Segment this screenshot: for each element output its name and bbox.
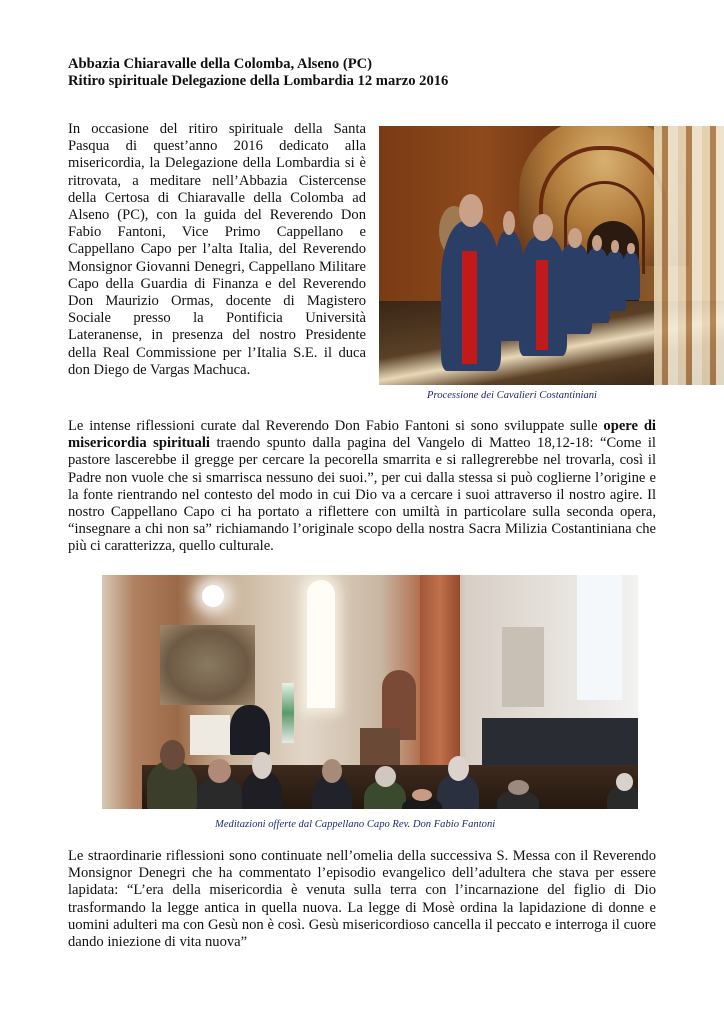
pillar-shape [420,575,460,775]
title-line-2: Ritiro spirituale Delegazione della Lombardia 12 marzo 2016 [68,73,449,89]
page-title [68,56,448,90]
window-shape [577,575,622,700]
columns-shape [654,126,724,385]
audience-figure [242,770,282,809]
paragraph-text: Le intense riflessioni curate dal Reverendo Don Fabio Fantoni si sono sviluppate sulle [68,418,604,434]
window-shape [307,580,335,708]
audience-figure [364,780,406,809]
homily-paragraph: Le straordinarie riflessioni sono continuate nell’omelia della successiva S. Messa con il Reverendo Monsignor Denegri che ha commentato l’episodio evangelico dell’adultera che stava per essere lapidata: “L’era della misericordia è venuta sulla terra con l’incarnazione del figlio di Dio trasformando la legge antica in quella nuova. La legge di Mosè ordina la lapidazione di donne e uomini adulteri ma con Gesù non è così. Gesù misericordioso cancella il peccato e interroga il cuore dando iniezione di vita nuova” [68,848,656,951]
priest-figure [230,705,270,755]
title-line-1: Abbazia Chiaravalle della Colomba, Alseno (PC) [68,56,373,72]
meditation-photo [102,575,638,809]
audience-figure [312,775,352,809]
audience-figure [497,790,539,809]
knight-figure [441,221,501,371]
photo-caption: Processione dei Cavalieri Costantiniani [427,390,597,401]
light-shape [202,585,224,607]
plaque-shape [502,627,544,707]
audience-figure [607,785,638,809]
audience-figure [197,775,242,809]
audience-figure [437,773,479,809]
procession-photo [379,126,724,385]
intro-paragraph: In occasione del ritiro spirituale della Santa Pasqua di quest’anno 2016 dedicato alla misericordia, la Delegazione della Lombardia si è ritrovata, a meditare nell’Abbazia Cistercense della Certosa di Chiaravalle della Colomba ad Alseno (PC), con la guida del Reverendo Don Fabio Fantoni, Vice Primo Cappellano e Cappellano Capo per l’alta Italia, del Reverendo Monsignor Giovanni Denegri, Cappellano Militare Capo della Guardia di Finanza e del Reverendo Don Maurizio Ormas, docente di Magistero Sociale presso la Pontificia Università Lateranense, in presenza del nostro Presidente della Real Commissione per l’Italia S.E. il duca don Diego de Vargas Machuca. [68,121,366,378]
flag-shape [282,683,294,743]
audience-figure [147,760,197,809]
knight-figure [622,252,640,300]
paragraph-text: traendo spunto dalla pagina del Vangelo di Matteo 18,12-18: “Come il pastore lascerebbe il gregge per cercare la pecorella smarrita e si rallegrerebbe nel trovarla, così il Padre non vuole che si smarrisca nessuno dei suoi.”, per cui dalla stessa si può coglierne l’origine e la fonte rientrando nel contesto del modo in cui Dio va a cercare i suoi attraverso il nostro agire. Il nostro Cappellano Capo ci ha portato a riflettere con umiltà in particolare sulla seconda opera, “insegnare a chi non sa” richiamando l’originale scopo della nostra Sacra Milizia Costantiniana che più ci caratterizza, quello culturale. [68,435,656,555]
emphasis-text: opere di misericordia spirituali [68,418,656,452]
fresco-shape [160,625,255,705]
photo-caption: Meditazioni offerte dal Cappellano Capo Rev. Don Fabio Fantoni [215,819,496,830]
reflections-paragraph [68,418,656,556]
altar-shape [190,715,230,755]
